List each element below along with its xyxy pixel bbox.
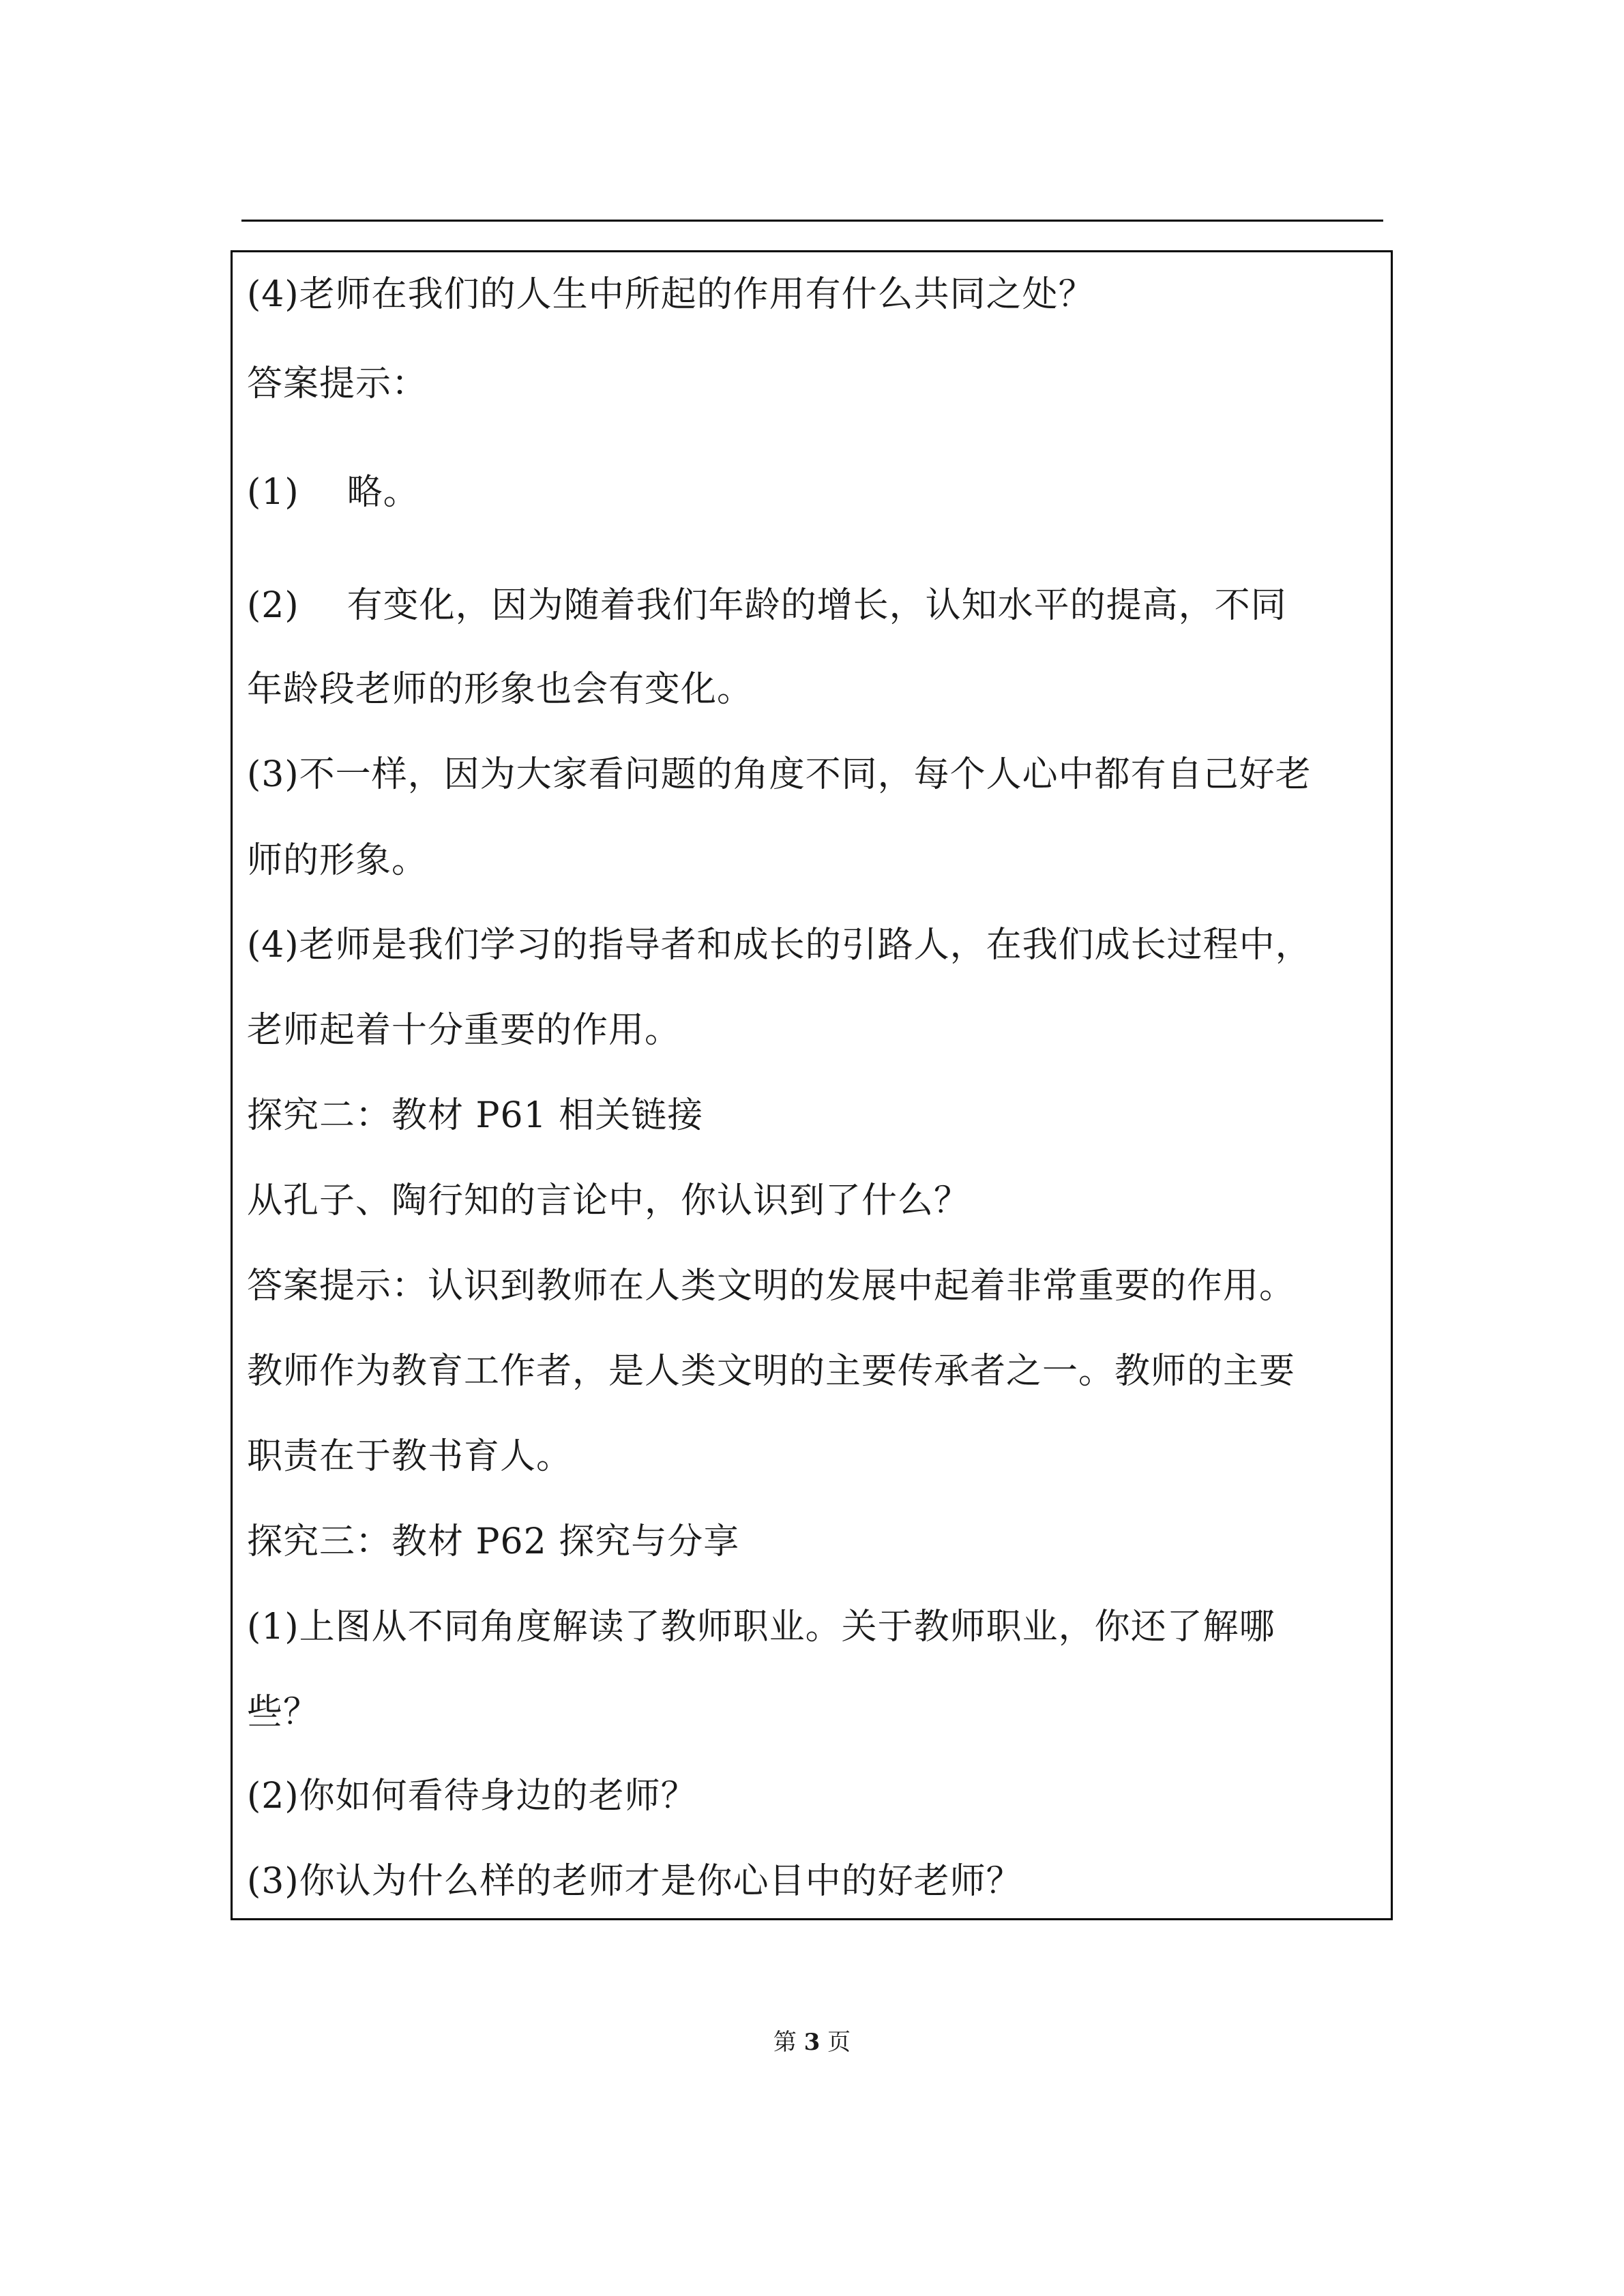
inquiry-3-heading: 探究三：教材 P62 探究与分享 [247, 1521, 740, 1562]
inquiry-2-answer-continued: 教师作为教育工作者，是人类文明的主要传承者之一。教师的主要 [247, 1351, 1296, 1392]
inquiry-2-answer: 答案提示：认识到教师在人类文明的发展中起着非常重要的作用。 [247, 1266, 1296, 1307]
footer-prefix: 第 [773, 2029, 804, 2056]
inquiry-3-question-1-continued: 些？ [247, 1692, 320, 1733]
inquiry-2-heading: 探究二：教材 P61 相关链接 [247, 1095, 704, 1136]
header-rule [241, 220, 1383, 222]
answer-3-continued: 师的形象。 [247, 840, 428, 881]
inquiry-3-question-2: (2)你如何看待身边的老师？ [247, 1776, 697, 1817]
inquiry-3-question-1: (1)上图从不同角度解读了教师职业。关于教师职业，你还了解哪 [247, 1607, 1275, 1648]
answer-2-number: (2) [247, 585, 299, 626]
footer-suffix: 页 [820, 2029, 851, 2056]
answer-1-number: (1) [247, 472, 299, 513]
answer-1-text: 略。 [346, 472, 419, 513]
answer-2-text: 有变化，因为随着我们年龄的增长，认知水平的提高，不同 [346, 585, 1287, 626]
page-footer [0, 2031, 1624, 2054]
answer-4: (4)老师是我们学习的指导者和成长的引路人，在我们成长过程中， [247, 925, 1312, 966]
answer-1 [247, 472, 419, 513]
answer-2-continued: 年龄段老师的形象也会有变化。 [247, 669, 754, 710]
inquiry-2-answer-end: 职责在于教书育人。 [247, 1436, 573, 1477]
page-number: 3 [803, 2029, 821, 2056]
answer-2 [247, 585, 1287, 626]
inquiry-3-question-3: (3)你认为什么样的老师才是你心目中的好老师？ [247, 1861, 1022, 1902]
answer-4-continued: 老师起着十分重要的作用。 [247, 1010, 681, 1051]
question-4: (4)老师在我们的人生中所起的作用有什么共同之处？ [247, 274, 1095, 315]
answer-3: (3)不一样，因为大家看问题的角度不同，每个人心中都有自己好老 [247, 754, 1312, 795]
answer-hint-heading: 答案提示： [247, 363, 428, 404]
inquiry-2-question: 从孔子、陶行知的言论中，你认识到了什么？ [247, 1180, 971, 1221]
